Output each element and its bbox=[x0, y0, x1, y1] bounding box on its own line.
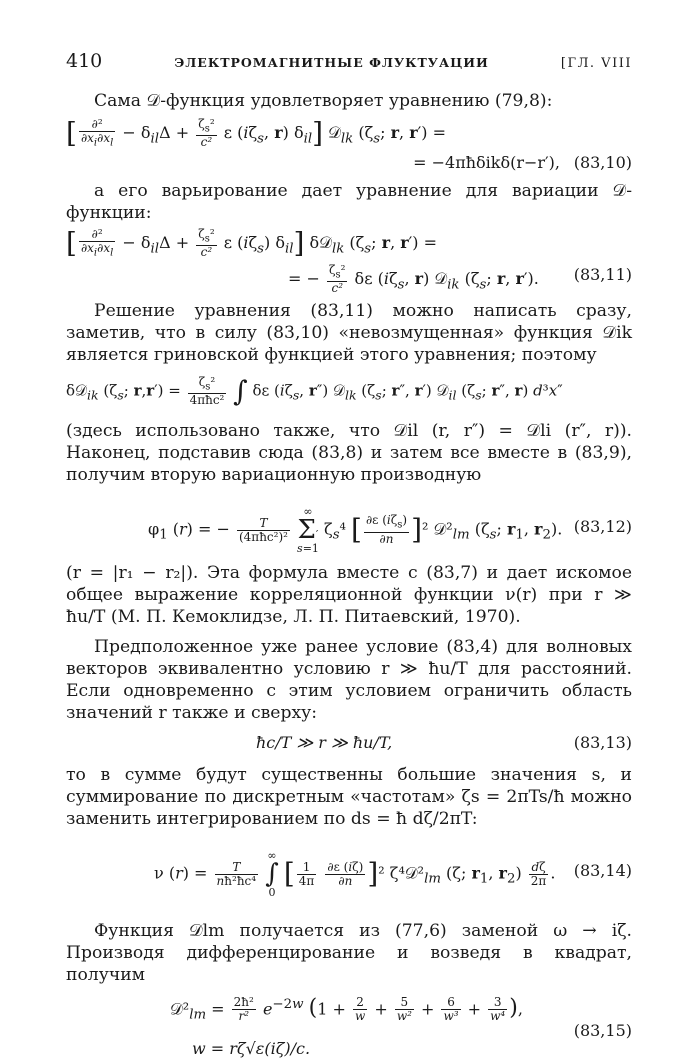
equation-83-10-rhs: = −4πħδikδ(r−r′), bbox=[413, 153, 560, 172]
paragraph-7: то в сумме будут существенны большие значения s, и суммирование по дискретным «частотам» ζs = 2πTs/ħ можно заменить интегрированием по ds = ħ dζ/2πT: bbox=[66, 765, 632, 829]
equation-number: (83,15) bbox=[573, 1021, 632, 1040]
equation-83-10: [ $\frac{\text{∂²}}{\partial x_i\partial x_l}$ − $\delta_{il}\Delta$ + $\frac{\zeta_s^2}{\text{c²}}$ ε ($i\zeta_s$, r) $\delta_{il}$] 𝒟$_{lk}$ ($\zeta_s$; r, r′) = = −4πħδikδ(r−r′), (83,10) bbox=[66, 116, 632, 172]
equation-number: (83,10) bbox=[573, 153, 632, 172]
equation-number: (83,12) bbox=[573, 517, 632, 536]
page-number: 410 bbox=[66, 50, 103, 72]
equation-83-13-body: ħc/T ≫ r ≫ ħu/T, bbox=[256, 733, 393, 752]
equation-83-14: ν (r) = $\frac{T}{\text{nħ²ħc⁴}}$ ∞ ∫ 0 [ $\frac{1}{4\pi}$ $\frac{\partial\varepsilon (i\zeta)}{\partial n}$ ]² $\zeta^4𝒟^2_{lm}$ (ζ; $r_1$, $r_2$) $\frac{d\zeta}{2\pi}$ . (83,14) bbox=[154, 849, 632, 899]
paragraph-6: Предположенное уже ранее условие (83,4) для волновых векторов эквивалентно условию r ≫ ħu/T для расстояний. Если одновременно с этим условием ограничить область значений r также и сверху: bbox=[66, 637, 632, 723]
chapter-label: [ГЛ. VIII bbox=[560, 56, 632, 71]
equation-number: (83,14) bbox=[573, 861, 632, 880]
equation-variation: δ𝒟$_{ik}$ ($\zeta_s$; r,r′) = $\frac{\zeta_s^2}{\text{4πħc²}}$ ∫ δε ($i\zeta_s$, r″) 𝒟$_{lk}$ ($\zeta_s$; r″, r′) 𝒟$_{il}$ ($\zeta_s$; r″, r) d³x″ bbox=[66, 374, 563, 408]
paragraph-3: Решение уравнения (83,11) можно написать сразу, заметив, что в силу (83,10) «невозмущенная» функция 𝒟ik является гриновской функцией этого уравнения; поэтому bbox=[66, 301, 632, 365]
paragraph-5: (r = |r₁ − r₂|). Эта формула вместе с (83,7) и дает искомое общее выражение корреляционной функции ν(r) при r ≫ ħu/T (М. П. Кемоклидзе, Л. П. Питаевский, 1970). bbox=[66, 563, 632, 627]
running-header bbox=[66, 50, 632, 72]
paragraph-8: Функция 𝒟lm получается из (77,6) заменой ω → iζ. Производя дифференцирование и возведя в квадрат, получим bbox=[66, 921, 632, 985]
equation-83-11: [ $\frac{\text{∂²}}{\partial x_i\partial x_l}$ − $\delta_{il}\Delta$ + $\frac{\zeta_s^2}{\text{c²}}$ ε $(i\zeta_s)$ $\delta_{il}$] δ𝒟$_{lk}$ ($\zeta_s$; r, r′) = = − $\frac{\zeta_s^2}{\text{c²}}$ δε ($i\zeta_s$, r) 𝒟$_{ik}$ ($\zeta_s$; r, r′). (83,11) bbox=[66, 226, 632, 296]
paragraph-1: Сама 𝒟-функция удовлетворяет уравнению (79,8): bbox=[94, 91, 553, 111]
equation-83-11-sign: = − bbox=[288, 269, 320, 289]
paragraph-2: а его варьирование дает уравнение для вариации 𝒟-функции: bbox=[66, 181, 632, 223]
equation-number: (83,11) bbox=[573, 265, 632, 284]
equation-83-12: $\varphi_1$ (r) = − $\frac{T}{\text{(4πħc²)²}}$ ∞ Σ′ s=1 $\zeta_s^4$ [ $\frac{\partial\varepsilon (i\zeta_s)}{\partial n}$ ]² $𝒟^2_{lm}$ ($\zeta_s$; $r_1$, $r_2$). (83,12) bbox=[148, 505, 632, 555]
equation-83-15: $𝒟^2_{lm}$ = $\frac{\text{2ħ²}}{\text{r²}}$ $e^{-2w}$ (1 + $\frac{2}{w}$ + $\frac{5}{\text{w²}}$ + $\frac{6}{\text{w³}}$ + $\frac{3}{\text{w⁴}}$ ), w = rζ√ε(iζ)/c. (83,15) bbox=[170, 995, 632, 1058]
running-title: ЭЛЕКТРОМАГНИТНЫЕ ФЛУКТУАЦИИ bbox=[174, 55, 489, 70]
equation-83-13 bbox=[66, 732, 632, 758]
page bbox=[66, 50, 632, 1064]
equation-number: (83,13) bbox=[573, 733, 632, 752]
equation-83-15-w: w = rζ√ε(iζ)/c. bbox=[192, 1039, 311, 1058]
paragraph-4: (здесь использовано также, что 𝒟il (r, r″) = 𝒟li (r″, r)). Наконец, подставив сюда (83,8) и затем все вместе в (83,9), получим вторую вариационную производную bbox=[66, 421, 632, 485]
